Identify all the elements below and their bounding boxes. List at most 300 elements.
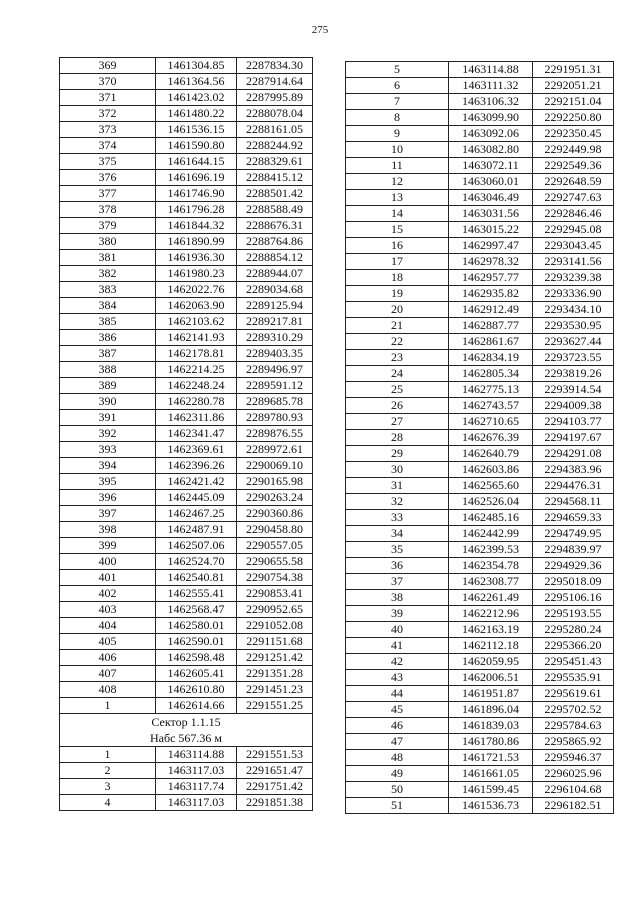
y-coordinate-cell: 2288944.07 xyxy=(237,266,313,282)
point-number-cell: 16 xyxy=(346,238,449,254)
x-coordinate-cell: 1462280.78 xyxy=(156,394,237,410)
x-coordinate-cell: 1462445.09 xyxy=(156,490,237,506)
point-number-cell: 22 xyxy=(346,334,449,350)
table-row xyxy=(60,522,313,538)
table-row xyxy=(346,254,614,270)
x-coordinate-cell: 1463114.88 xyxy=(449,62,533,78)
table-row xyxy=(60,618,313,634)
table-row xyxy=(60,442,313,458)
x-coordinate-cell: 1462676.39 xyxy=(449,430,533,446)
y-coordinate-cell: 2291451.23 xyxy=(237,682,313,698)
x-coordinate-cell: 1461536.73 xyxy=(449,798,533,814)
point-number-cell: 32 xyxy=(346,494,449,510)
table-row xyxy=(60,90,313,106)
coordinates-table-right xyxy=(345,61,614,814)
x-coordinate-cell: 1461780.86 xyxy=(449,734,533,750)
y-coordinate-cell: 2289685.78 xyxy=(237,394,313,410)
table-row xyxy=(60,795,313,811)
y-coordinate-cell: 2288329.61 xyxy=(237,154,313,170)
x-coordinate-cell: 1462369.61 xyxy=(156,442,237,458)
table-row xyxy=(60,747,313,763)
x-coordinate-cell: 1462261.49 xyxy=(449,590,533,606)
point-number-cell: 30 xyxy=(346,462,449,478)
x-coordinate-cell: 1462485.16 xyxy=(449,510,533,526)
table-row xyxy=(60,458,313,474)
y-coordinate-cell: 2294929.36 xyxy=(533,558,614,574)
table-row xyxy=(346,654,614,670)
x-coordinate-cell: 1462063.90 xyxy=(156,298,237,314)
table-row xyxy=(60,346,313,362)
y-coordinate-cell: 2292648.59 xyxy=(533,174,614,190)
x-coordinate-cell: 1462163.19 xyxy=(449,622,533,638)
point-number-cell: 394 xyxy=(60,458,156,474)
table-row xyxy=(60,266,313,282)
y-coordinate-cell: 2292747.63 xyxy=(533,190,614,206)
table-row xyxy=(60,298,313,314)
x-coordinate-cell: 1463092.06 xyxy=(449,126,533,142)
point-number-cell: 406 xyxy=(60,650,156,666)
y-coordinate-cell: 2288161.05 xyxy=(237,122,313,138)
y-coordinate-cell: 2295946.37 xyxy=(533,750,614,766)
table-row xyxy=(60,506,313,522)
x-coordinate-cell: 1462487.91 xyxy=(156,522,237,538)
y-coordinate-cell: 2290655.58 xyxy=(237,554,313,570)
y-coordinate-cell: 2293336.90 xyxy=(533,286,614,302)
table-row xyxy=(346,126,614,142)
x-coordinate-cell: 1461890.99 xyxy=(156,234,237,250)
point-number-cell: 47 xyxy=(346,734,449,750)
point-number-cell: 28 xyxy=(346,430,449,446)
x-coordinate-cell: 1462248.24 xyxy=(156,378,237,394)
x-coordinate-cell: 1461599.45 xyxy=(449,782,533,798)
y-coordinate-cell: 2290360.86 xyxy=(237,506,313,522)
table-row xyxy=(60,474,313,490)
sector-header-row xyxy=(60,714,313,747)
y-coordinate-cell: 2289125.94 xyxy=(237,298,313,314)
x-coordinate-cell: 1462524.70 xyxy=(156,554,237,570)
x-coordinate-cell: 1462178.81 xyxy=(156,346,237,362)
y-coordinate-cell: 2293239.38 xyxy=(533,270,614,286)
table-row xyxy=(346,174,614,190)
x-coordinate-cell: 1463099.90 xyxy=(449,110,533,126)
x-coordinate-cell: 1462603.86 xyxy=(449,462,533,478)
x-coordinate-cell: 1461590.80 xyxy=(156,138,237,154)
x-coordinate-cell: 1462421.42 xyxy=(156,474,237,490)
y-coordinate-cell: 2289403.35 xyxy=(237,346,313,362)
point-number-cell: 1 xyxy=(60,747,156,763)
point-number-cell: 31 xyxy=(346,478,449,494)
point-number-cell: 39 xyxy=(346,606,449,622)
point-number-cell: 10 xyxy=(346,142,449,158)
y-coordinate-cell: 2294103.77 xyxy=(533,414,614,430)
y-coordinate-cell: 2295366.20 xyxy=(533,638,614,654)
x-coordinate-cell: 1461980.23 xyxy=(156,266,237,282)
y-coordinate-cell: 2290853.41 xyxy=(237,586,313,602)
y-coordinate-cell: 2289310.29 xyxy=(237,330,313,346)
point-number-cell: 38 xyxy=(346,590,449,606)
point-number-cell: 378 xyxy=(60,202,156,218)
point-number-cell: 401 xyxy=(60,570,156,586)
point-number-cell: 381 xyxy=(60,250,156,266)
point-number-cell: 390 xyxy=(60,394,156,410)
x-coordinate-cell: 1462610.80 xyxy=(156,682,237,698)
y-coordinate-cell: 2289972.61 xyxy=(237,442,313,458)
x-coordinate-cell: 1461839.03 xyxy=(449,718,533,734)
point-number-cell: 407 xyxy=(60,666,156,682)
table-row xyxy=(346,478,614,494)
point-number-cell: 399 xyxy=(60,538,156,554)
x-coordinate-cell: 1463117.03 xyxy=(156,795,237,811)
x-coordinate-cell: 1462341.47 xyxy=(156,426,237,442)
x-coordinate-cell: 1462308.77 xyxy=(449,574,533,590)
x-coordinate-cell: 1461364.56 xyxy=(156,74,237,90)
table-row xyxy=(60,362,313,378)
table-row xyxy=(346,510,614,526)
table-row xyxy=(60,186,313,202)
sector-header xyxy=(60,714,313,747)
y-coordinate-cell: 2290165.98 xyxy=(237,474,313,490)
table-row xyxy=(346,398,614,414)
table-row xyxy=(346,414,614,430)
y-coordinate-cell: 2289591.12 xyxy=(237,378,313,394)
table-row xyxy=(346,718,614,734)
point-number-cell: 370 xyxy=(60,74,156,90)
point-number-cell: 384 xyxy=(60,298,156,314)
table-row xyxy=(346,270,614,286)
point-number-cell: 8 xyxy=(346,110,449,126)
coordinates-table-left xyxy=(59,57,313,811)
table-row xyxy=(346,494,614,510)
x-coordinate-cell: 1461746.90 xyxy=(156,186,237,202)
y-coordinate-cell: 2293043.45 xyxy=(533,238,614,254)
x-coordinate-cell: 1462710.65 xyxy=(449,414,533,430)
x-coordinate-cell: 1462507.06 xyxy=(156,538,237,554)
table-row xyxy=(346,382,614,398)
x-coordinate-cell: 1462805.34 xyxy=(449,366,533,382)
table-row xyxy=(346,78,614,94)
x-coordinate-cell: 1463082.80 xyxy=(449,142,533,158)
point-number-cell: 5 xyxy=(346,62,449,78)
table-row xyxy=(346,606,614,622)
table-row xyxy=(60,170,313,186)
point-number-cell: 46 xyxy=(346,718,449,734)
table-row xyxy=(60,378,313,394)
y-coordinate-cell: 2290069.10 xyxy=(237,458,313,474)
x-coordinate-cell: 1462590.01 xyxy=(156,634,237,650)
x-coordinate-cell: 1462006.51 xyxy=(449,670,533,686)
table-row xyxy=(346,142,614,158)
x-coordinate-cell: 1462022.76 xyxy=(156,282,237,298)
table-row xyxy=(346,670,614,686)
y-coordinate-cell: 2295106.16 xyxy=(533,590,614,606)
x-coordinate-cell: 1462887.77 xyxy=(449,318,533,334)
y-coordinate-cell: 2294291.08 xyxy=(533,446,614,462)
x-coordinate-cell: 1463060.01 xyxy=(449,174,533,190)
x-coordinate-cell: 1462580.01 xyxy=(156,618,237,634)
y-coordinate-cell: 2295018.09 xyxy=(533,574,614,590)
table-row xyxy=(346,238,614,254)
point-number-cell: 1 xyxy=(60,698,156,714)
x-coordinate-cell: 1462141.93 xyxy=(156,330,237,346)
point-number-cell: 391 xyxy=(60,410,156,426)
table-row xyxy=(346,462,614,478)
y-coordinate-cell: 2287995.89 xyxy=(237,90,313,106)
x-coordinate-cell: 1462212.96 xyxy=(449,606,533,622)
y-coordinate-cell: 2294749.95 xyxy=(533,526,614,542)
y-coordinate-cell: 2291951.31 xyxy=(533,62,614,78)
x-coordinate-cell: 1462214.25 xyxy=(156,362,237,378)
x-coordinate-cell: 1461423.02 xyxy=(156,90,237,106)
x-coordinate-cell: 1462834.19 xyxy=(449,350,533,366)
table-row xyxy=(346,590,614,606)
x-coordinate-cell: 1462467.25 xyxy=(156,506,237,522)
point-number-cell: 392 xyxy=(60,426,156,442)
y-coordinate-cell: 2294197.67 xyxy=(533,430,614,446)
x-coordinate-cell: 1461951.87 xyxy=(449,686,533,702)
y-coordinate-cell: 2294839.97 xyxy=(533,542,614,558)
point-number-cell: 372 xyxy=(60,106,156,122)
y-coordinate-cell: 2291851.38 xyxy=(237,795,313,811)
table-row xyxy=(60,122,313,138)
point-number-cell: 6 xyxy=(346,78,449,94)
point-number-cell: 23 xyxy=(346,350,449,366)
table-row xyxy=(346,734,614,750)
point-number-cell: 377 xyxy=(60,186,156,202)
point-number-cell: 40 xyxy=(346,622,449,638)
table-row xyxy=(346,318,614,334)
x-coordinate-cell: 1461844.32 xyxy=(156,218,237,234)
point-number-cell: 371 xyxy=(60,90,156,106)
y-coordinate-cell: 2295784.63 xyxy=(533,718,614,734)
point-number-cell: 2 xyxy=(60,763,156,779)
point-number-cell: 33 xyxy=(346,510,449,526)
table-row xyxy=(60,74,313,90)
point-number-cell: 376 xyxy=(60,170,156,186)
point-number-cell: 20 xyxy=(346,302,449,318)
x-coordinate-cell: 1461536.15 xyxy=(156,122,237,138)
point-number-cell: 21 xyxy=(346,318,449,334)
table-row xyxy=(346,782,614,798)
point-number-cell: 405 xyxy=(60,634,156,650)
y-coordinate-cell: 2295280.24 xyxy=(533,622,614,638)
x-coordinate-cell: 1463117.03 xyxy=(156,763,237,779)
y-coordinate-cell: 2293723.55 xyxy=(533,350,614,366)
x-coordinate-cell: 1462442.99 xyxy=(449,526,533,542)
table-row xyxy=(346,158,614,174)
x-coordinate-cell: 1461936.30 xyxy=(156,250,237,266)
x-coordinate-cell: 1463046.49 xyxy=(449,190,533,206)
x-coordinate-cell: 1463072.11 xyxy=(449,158,533,174)
y-coordinate-cell: 2293141.56 xyxy=(533,254,614,270)
y-coordinate-cell: 2294568.11 xyxy=(533,494,614,510)
y-coordinate-cell: 2291351.28 xyxy=(237,666,313,682)
table-row xyxy=(60,554,313,570)
table-row xyxy=(60,570,313,586)
point-number-cell: 45 xyxy=(346,702,449,718)
point-number-cell: 379 xyxy=(60,218,156,234)
table-row xyxy=(60,586,313,602)
point-number-cell: 50 xyxy=(346,782,449,798)
x-coordinate-cell: 1461304.85 xyxy=(156,58,237,74)
table-row xyxy=(346,366,614,382)
x-coordinate-cell: 1462743.57 xyxy=(449,398,533,414)
y-coordinate-cell: 2289034.68 xyxy=(237,282,313,298)
point-number-cell: 27 xyxy=(346,414,449,430)
y-coordinate-cell: 2288244.92 xyxy=(237,138,313,154)
point-number-cell: 396 xyxy=(60,490,156,506)
point-number-cell: 42 xyxy=(346,654,449,670)
point-number-cell: 380 xyxy=(60,234,156,250)
point-number-cell: 12 xyxy=(346,174,449,190)
y-coordinate-cell: 2295702.52 xyxy=(533,702,614,718)
x-coordinate-cell: 1462935.82 xyxy=(449,286,533,302)
point-number-cell: 24 xyxy=(346,366,449,382)
point-number-cell: 4 xyxy=(60,795,156,811)
point-number-cell: 44 xyxy=(346,686,449,702)
table-row xyxy=(60,698,313,714)
x-coordinate-cell: 1461896.04 xyxy=(449,702,533,718)
x-coordinate-cell: 1462059.95 xyxy=(449,654,533,670)
point-number-cell: 386 xyxy=(60,330,156,346)
x-coordinate-cell: 1462311.86 xyxy=(156,410,237,426)
point-number-cell: 388 xyxy=(60,362,156,378)
y-coordinate-cell: 2295619.61 xyxy=(533,686,614,702)
table-row xyxy=(346,94,614,110)
table-row xyxy=(346,526,614,542)
x-coordinate-cell: 1462957.77 xyxy=(449,270,533,286)
table-row xyxy=(346,702,614,718)
point-number-cell: 373 xyxy=(60,122,156,138)
table-row xyxy=(60,314,313,330)
y-coordinate-cell: 2291251.42 xyxy=(237,650,313,666)
x-coordinate-cell: 1462640.79 xyxy=(449,446,533,462)
table-row xyxy=(346,446,614,462)
point-number-cell: 11 xyxy=(346,158,449,174)
y-coordinate-cell: 2287914.64 xyxy=(237,74,313,90)
x-coordinate-cell: 1462555.41 xyxy=(156,586,237,602)
y-coordinate-cell: 2288676.31 xyxy=(237,218,313,234)
table-row xyxy=(60,250,313,266)
y-coordinate-cell: 2288501.42 xyxy=(237,186,313,202)
point-number-cell: 389 xyxy=(60,378,156,394)
y-coordinate-cell: 2293434.10 xyxy=(533,302,614,318)
y-coordinate-cell: 2289496.97 xyxy=(237,362,313,378)
table-row xyxy=(60,282,313,298)
point-number-cell: 369 xyxy=(60,58,156,74)
point-number-cell: 49 xyxy=(346,766,449,782)
y-coordinate-cell: 2287834.30 xyxy=(237,58,313,74)
y-coordinate-cell: 2291151.68 xyxy=(237,634,313,650)
y-coordinate-cell: 2295865.92 xyxy=(533,734,614,750)
x-coordinate-cell: 1462354.78 xyxy=(449,558,533,574)
point-number-cell: 404 xyxy=(60,618,156,634)
x-coordinate-cell: 1462103.62 xyxy=(156,314,237,330)
point-number-cell: 398 xyxy=(60,522,156,538)
y-coordinate-cell: 2294009.38 xyxy=(533,398,614,414)
y-coordinate-cell: 2292051.21 xyxy=(533,78,614,94)
point-number-cell: 387 xyxy=(60,346,156,362)
x-coordinate-cell: 1462912.49 xyxy=(449,302,533,318)
table-row xyxy=(346,110,614,126)
x-coordinate-cell: 1461696.19 xyxy=(156,170,237,186)
x-coordinate-cell: 1463117.74 xyxy=(156,779,237,795)
table-row xyxy=(346,558,614,574)
point-number-cell: 393 xyxy=(60,442,156,458)
table-row xyxy=(60,666,313,682)
table-row xyxy=(60,330,313,346)
x-coordinate-cell: 1462775.13 xyxy=(449,382,533,398)
table-row xyxy=(346,750,614,766)
y-coordinate-cell: 2293530.95 xyxy=(533,318,614,334)
point-number-cell: 34 xyxy=(346,526,449,542)
table-row xyxy=(60,106,313,122)
y-coordinate-cell: 2293819.26 xyxy=(533,366,614,382)
y-coordinate-cell: 2296182.51 xyxy=(533,798,614,814)
table-row xyxy=(60,410,313,426)
x-coordinate-cell: 1462997.47 xyxy=(449,238,533,254)
point-number-cell: 385 xyxy=(60,314,156,330)
y-coordinate-cell: 2288854.12 xyxy=(237,250,313,266)
x-coordinate-cell: 1462112.18 xyxy=(449,638,533,654)
x-coordinate-cell: 1462396.26 xyxy=(156,458,237,474)
point-number-cell: 403 xyxy=(60,602,156,618)
point-number-cell: 41 xyxy=(346,638,449,654)
point-number-cell: 19 xyxy=(346,286,449,302)
table-row xyxy=(346,686,614,702)
point-number-cell: 26 xyxy=(346,398,449,414)
table-row xyxy=(60,138,313,154)
x-coordinate-cell: 1462540.81 xyxy=(156,570,237,586)
x-coordinate-cell: 1462565.60 xyxy=(449,478,533,494)
y-coordinate-cell: 2292449.98 xyxy=(533,142,614,158)
point-number-cell: 375 xyxy=(60,154,156,170)
table-row xyxy=(60,394,313,410)
y-coordinate-cell: 2288764.86 xyxy=(237,234,313,250)
table-row xyxy=(346,766,614,782)
y-coordinate-cell: 2289217.81 xyxy=(237,314,313,330)
table-row xyxy=(346,798,614,814)
y-coordinate-cell: 2292350.45 xyxy=(533,126,614,142)
table-row xyxy=(60,426,313,442)
x-coordinate-cell: 1461721.53 xyxy=(449,750,533,766)
x-coordinate-cell: 1462614.66 xyxy=(156,698,237,714)
y-coordinate-cell: 2291551.53 xyxy=(237,747,313,763)
point-number-cell: 13 xyxy=(346,190,449,206)
table-row xyxy=(60,202,313,218)
table-row xyxy=(60,779,313,795)
x-coordinate-cell: 1461661.05 xyxy=(449,766,533,782)
table-row xyxy=(60,602,313,618)
point-number-cell: 18 xyxy=(346,270,449,286)
point-number-cell: 29 xyxy=(346,446,449,462)
y-coordinate-cell: 2288415.12 xyxy=(237,170,313,186)
table-row xyxy=(60,763,313,779)
sector-title: Сектор 1.1.15 xyxy=(151,715,221,729)
y-coordinate-cell: 2296104.68 xyxy=(533,782,614,798)
table-row xyxy=(346,286,614,302)
x-coordinate-cell: 1463015.22 xyxy=(449,222,533,238)
y-coordinate-cell: 2292151.04 xyxy=(533,94,614,110)
x-coordinate-cell: 1462598.48 xyxy=(156,650,237,666)
point-number-cell: 383 xyxy=(60,282,156,298)
point-number-cell: 48 xyxy=(346,750,449,766)
page-number: 275 xyxy=(311,24,329,36)
table-row xyxy=(60,218,313,234)
point-number-cell: 402 xyxy=(60,586,156,602)
y-coordinate-cell: 2291751.42 xyxy=(237,779,313,795)
table-row xyxy=(346,622,614,638)
x-coordinate-cell: 1462978.32 xyxy=(449,254,533,270)
